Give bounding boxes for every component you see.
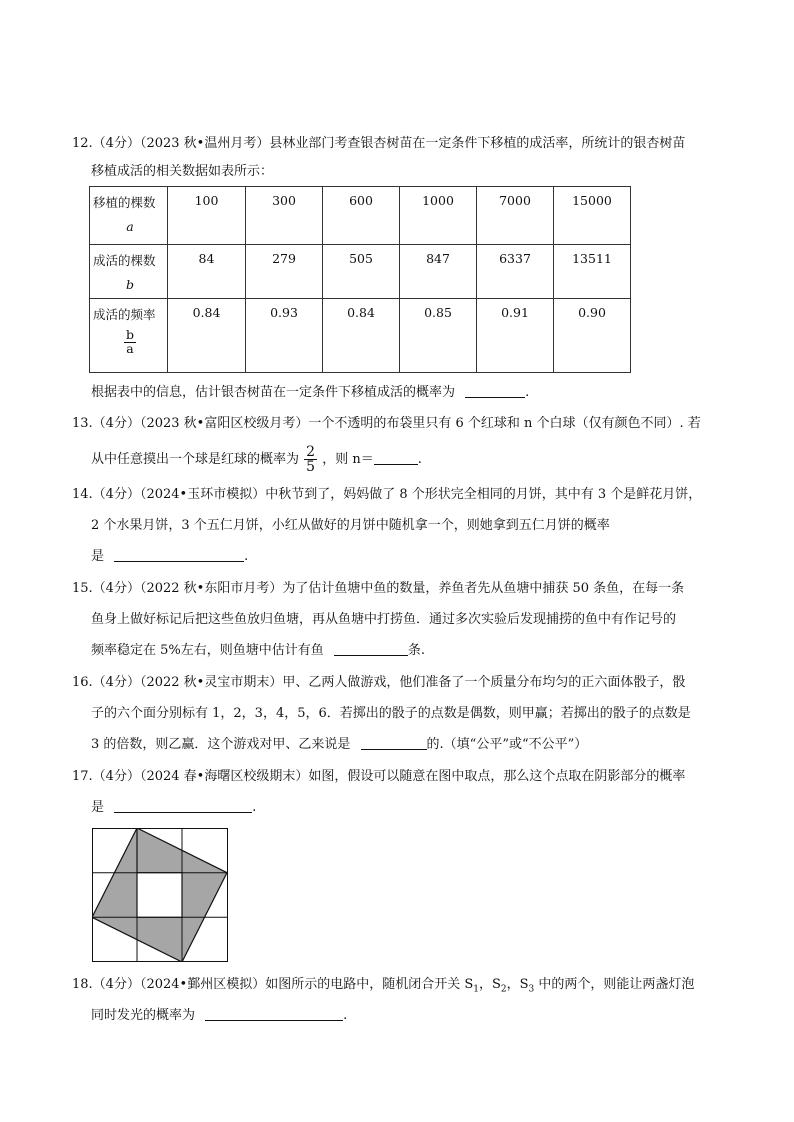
q13-prompt-n: ，则 n＝ [322, 452, 374, 467]
b-over-a-fraction [124, 329, 136, 355]
q15-prompt: 频率稳定在 5%左右，则鱼塘中估计有鱼 [91, 643, 324, 658]
q18-prompt: 18.（4分）（2024•鄞州区模拟）如图所示的电路中，随机闭合开关 S [72, 977, 474, 992]
table-head-cell [90, 187, 168, 245]
q17-prompt: 是 [91, 800, 105, 815]
fraction-denominator: a [126, 340, 134, 356]
q17-line1: 17.（4分）（2024 春•海曙区校级期末）如图，假设可以随意在图中取点，那么这个点取在阴影部分的概率 [72, 769, 686, 784]
period: . [417, 452, 422, 467]
fraction-numerator: 2 [306, 444, 316, 460]
q16-hint: 的.（填“公平”或“不公平”） [426, 737, 588, 752]
q14-prompt: 是 [91, 549, 105, 564]
table-cell: 0.91 [477, 299, 554, 373]
answer-blank[interactable] [465, 383, 525, 398]
table-cell: 600 [323, 187, 400, 245]
table-cell: 0.93 [246, 299, 323, 373]
period: . [343, 1008, 348, 1023]
answer-blank[interactable] [361, 735, 427, 750]
period: . [525, 385, 530, 400]
table-cell: 13511 [554, 245, 631, 299]
q14-line3 [91, 547, 248, 567]
unit-text: 条. [407, 643, 426, 658]
table-cell: 300 [246, 187, 323, 245]
q14-line1: 14.（4分）（2024•玉环市模拟）中秋节到了，妈妈做了 8 个形状完全相同的月饼，其中有 3 个是鲜花月饼， [72, 487, 702, 502]
row-label: 成活的棵数 [93, 253, 156, 268]
table-cell: 0.84 [323, 299, 400, 373]
table-row [90, 187, 631, 245]
q16-line2: 子的六个面分别标有 1，2，3，4，5，6．若掷出的骰子的点数是偶数，则甲赢；若掷出的骰子的点数是 [91, 706, 691, 721]
table-cell: 7000 [477, 187, 554, 245]
table-cell: 15000 [554, 187, 631, 245]
fraction-numerator: b [125, 327, 134, 342]
q12-line1: 12.（4分）（2023 秋•温州月考）县林业部门考查银杏树苗在一定条件下移植的成活率，所统计的银杏树苗 [72, 136, 686, 151]
table-cell: 6337 [477, 245, 554, 299]
table-cell: 0.84 [168, 299, 246, 373]
q12-line3 [91, 383, 529, 403]
q12-line2: 移植成活的相关数据如表所示： [91, 164, 274, 179]
q15-line2: 鱼身上做好标记后把这些鱼放归鱼塘，再从鱼塘中打捞鱼．通过多次实验后发现捕捞的鱼中有作记号的 [91, 612, 677, 627]
subscript: 3 [528, 984, 535, 995]
row-variable: a [126, 219, 134, 234]
answer-blank[interactable] [374, 450, 418, 465]
seedling-table [89, 186, 631, 373]
answer-blank[interactable] [114, 547, 244, 562]
subscript: 1 [473, 984, 479, 995]
table-cell: 100 [168, 187, 246, 245]
period: . [252, 800, 257, 815]
table-cell: 0.85 [400, 299, 477, 373]
q13-prompt: 从中任意摸出一个球是红球的概率为 [91, 452, 300, 467]
shaded-region [92, 828, 227, 962]
q13-line1: 13.（4分）（2023 秋•富阳区校级月考）一个不透明的布袋里只有 6 个红球和 n 个白球（仅有颜色不同）. 若 [72, 416, 701, 431]
q16-line1: 16.（4分）（2022 秋•灵宝市期末）甲、乙两人做游戏，他们准备了一个质量分布均匀的正六面体骰子，骰 [72, 675, 686, 690]
table-cell: 279 [246, 245, 323, 299]
answer-blank[interactable] [334, 641, 408, 656]
q12-answer-prompt: 根据表中的信息，估计银杏树苗在一定条件下移植成活的概率为 [91, 385, 456, 400]
q18-line1 [72, 975, 694, 1000]
subscript: 2 [500, 984, 507, 995]
shaded-grid-figure [92, 828, 230, 962]
period: . [244, 549, 249, 564]
q17-line2 [91, 798, 256, 818]
q13-line2 [91, 445, 422, 474]
table-cell: 84 [168, 245, 246, 299]
q14-line2: 2 个水果月饼，3 个五仁月饼，小红从做好的月饼中随机拿一个，则她拿到五仁月饼的概率 [91, 518, 610, 533]
row-variable: b [125, 277, 134, 292]
answer-blank[interactable] [114, 798, 252, 813]
separator: ，S [478, 977, 501, 992]
q18-line2 [91, 1006, 347, 1026]
table-cell: 0.90 [554, 299, 631, 373]
table-row [90, 299, 631, 373]
answer-blank[interactable] [205, 1006, 343, 1021]
q15-line1: 15.（4分）（2022 秋•东阳市月考）为了估计鱼塘中鱼的数量，养鱼者先从鱼塘中捕获 50 条鱼，在每一条 [72, 581, 685, 596]
q18-prompt2: 同时发光的概率为 [91, 1008, 196, 1023]
fraction-denominator: 5 [306, 459, 316, 475]
q16-prompt: 3 的倍数，则乙赢．这个游戏对甲、乙来说是 [91, 737, 351, 752]
table-head-cell [90, 245, 168, 299]
two-fifths-fraction [304, 445, 317, 474]
separator: ，S [506, 977, 529, 992]
table-row [90, 245, 631, 299]
table-cell: 1000 [400, 187, 477, 245]
table-head-cell [90, 299, 168, 373]
table-cell: 847 [400, 245, 477, 299]
q18-prompt-end: 中的两个，则能让两盏灯泡 [534, 977, 695, 992]
row-label: 移植的棵数 [93, 195, 156, 210]
q16-line3 [91, 735, 587, 755]
q15-line3 [91, 641, 425, 661]
table-cell: 505 [323, 245, 400, 299]
row-label: 成活的频率 [93, 307, 156, 322]
